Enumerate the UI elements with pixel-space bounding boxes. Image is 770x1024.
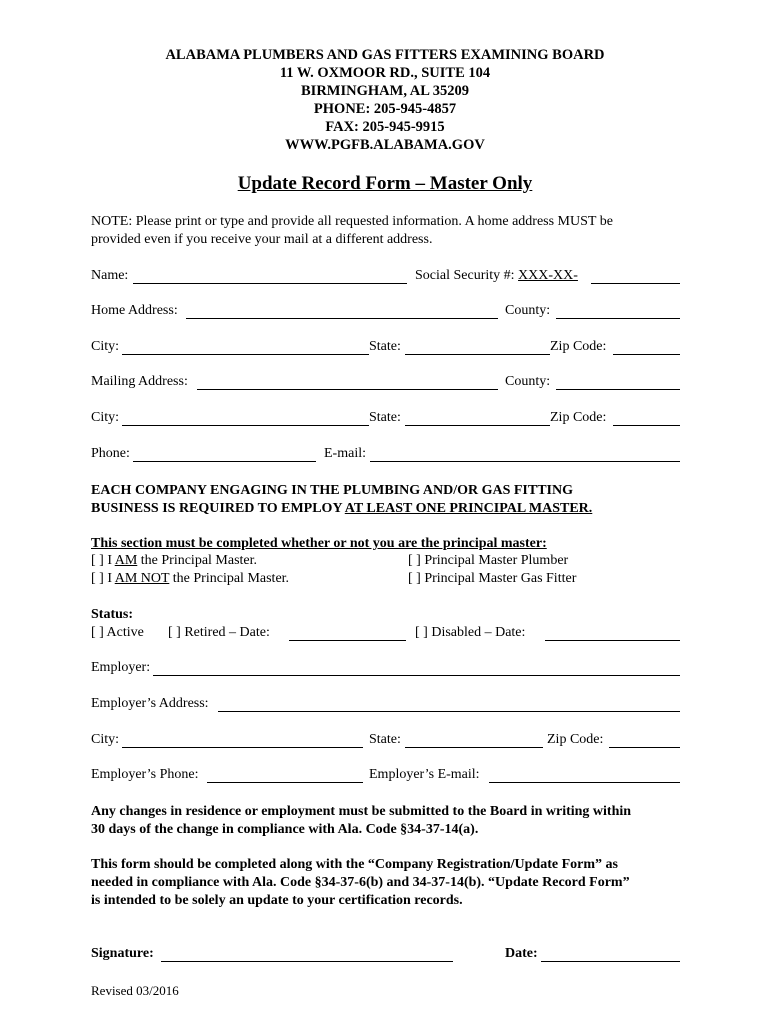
mailing-zip-label: Zip Code: (550, 410, 607, 425)
mailing-address-label: Mailing Address: (91, 374, 188, 389)
signature-label: Signature: (91, 946, 154, 961)
mailing-address-field[interactable] (197, 374, 498, 390)
status-retired-checkbox[interactable]: [ ] (168, 625, 181, 640)
revision-note: Revised 03/2016 (91, 983, 179, 998)
board-city: BIRMINGHAM, AL 35209 (301, 83, 469, 99)
master-gas-fitter-option[interactable] (408, 571, 576, 587)
form-notice-line-3: is intended to be solely an update to your certification records. (91, 893, 463, 908)
board-website: WWW.PGFB.ALABAMA.GOV (285, 137, 485, 153)
home-address-field[interactable] (186, 303, 498, 319)
status-disabled-checkbox[interactable]: [ ] (415, 625, 428, 640)
am-not-principal-option[interactable] (91, 571, 289, 587)
board-header (0, 46, 770, 154)
phone-row (91, 446, 680, 466)
mailing-zip-field[interactable] (613, 410, 680, 426)
company-notice-emphasis: AT LEAST ONE PRINCIPAL MASTER. (344, 501, 593, 516)
status-active-label: Active (103, 625, 144, 640)
am-not-prefix: I (103, 571, 115, 586)
mailing-county-label: County: (505, 374, 551, 389)
form-notice-line-2: needed in compliance with Ala. Code §34-37-6(b) and 34-37-14(b). “Update Record Form” (91, 875, 630, 890)
mailing-state-label: State: (369, 410, 401, 425)
employer-field[interactable] (153, 660, 680, 676)
status-active-checkbox[interactable]: [ ] (91, 625, 104, 640)
am-suffix: the Principal Master. (137, 553, 258, 568)
signature-row (91, 946, 680, 966)
employer-label: Employer: (91, 660, 151, 675)
status-retired-label: Retired – Date: (180, 625, 270, 640)
name-label: Name: (91, 268, 129, 283)
employer-city-label: City: (91, 732, 120, 747)
mailing-city-field[interactable] (122, 410, 369, 426)
changes-notice-line-1: Any changes in residence or employment must be submitted to the Board in writing within (91, 804, 632, 819)
ssn-label (415, 268, 578, 284)
signature-field[interactable] (161, 946, 453, 962)
email-field[interactable] (370, 446, 680, 462)
employer-address-label: Employer’s Address: (91, 696, 209, 711)
home-city-field[interactable] (122, 339, 369, 355)
master-plumber-checkbox[interactable]: [ ] (408, 553, 421, 568)
am-principal-checkbox[interactable]: [ ] (91, 553, 104, 568)
master-gas-fitter-label: Principal Master Gas Fitter (420, 571, 577, 586)
status-row (91, 625, 680, 645)
employer-state-field[interactable] (405, 732, 543, 748)
home-address-row (91, 303, 680, 323)
status-disabled-option[interactable] (415, 625, 525, 641)
status-retired-option[interactable] (168, 625, 270, 641)
employer-phone-label: Employer’s Phone: (91, 767, 199, 782)
home-city-label: City: (91, 339, 120, 354)
am-not-suffix: the Principal Master. (169, 571, 290, 586)
master-plumber-label: Principal Master Plumber (420, 553, 569, 568)
phone-label: Phone: (91, 446, 130, 461)
home-zip-field[interactable] (613, 339, 680, 355)
mailing-address-row (91, 374, 680, 394)
master-gas-fitter-checkbox[interactable]: [ ] (408, 571, 421, 586)
home-address-label: Home Address: (91, 303, 178, 318)
retired-date-field[interactable] (289, 625, 406, 641)
employer-row (91, 660, 680, 680)
form-notice (91, 856, 681, 910)
ssn-label-text: Social Security #: (415, 268, 519, 283)
employer-email-field[interactable] (489, 767, 680, 783)
mailing-county-field[interactable] (556, 374, 680, 390)
signature-date-field[interactable] (541, 946, 680, 962)
note-line-2: provided even if you receive your mail at a different address. (91, 232, 433, 247)
name-row (91, 268, 680, 288)
company-notice-text: BUSINESS IS REQUIRED TO EMPLOY (91, 501, 345, 516)
board-name: ALABAMA PLUMBERS AND GAS FITTERS EXAMINING BOARD (165, 47, 605, 63)
employer-zip-field[interactable] (609, 732, 680, 748)
company-notice-line-1: EACH COMPANY ENGAGING IN THE PLUMBING AND/OR GAS FITTING (91, 483, 574, 498)
phone-field[interactable] (133, 446, 316, 462)
am-text: AM (114, 553, 138, 568)
form-title: Update Record Form – Master Only (237, 173, 533, 194)
board-fax: FAX: 205-945-9915 (325, 119, 445, 135)
home-zip-label: Zip Code: (550, 339, 607, 354)
principal-heading: This section must be completed whether or not you are the principal master: (91, 536, 547, 551)
signature-date-label: Date: (505, 946, 538, 961)
name-field[interactable] (133, 268, 407, 284)
employer-address-field[interactable] (218, 696, 680, 712)
disabled-date-field[interactable] (545, 625, 680, 641)
am-not-text: AM NOT (114, 571, 170, 586)
employer-zip-label: Zip Code: (547, 732, 604, 747)
mailing-city-row (91, 410, 680, 430)
ssn-field[interactable] (591, 268, 680, 284)
am-principal-option[interactable] (91, 553, 257, 569)
am-prefix: I (103, 553, 115, 568)
board-phone: PHONE: 205-945-4857 (313, 101, 457, 117)
home-county-field[interactable] (556, 303, 680, 319)
home-county-label: County: (505, 303, 551, 318)
mailing-state-field[interactable] (405, 410, 550, 426)
ssn-prefix-value: XXX-XX- (518, 268, 578, 283)
email-label: E-mail: (324, 446, 366, 461)
employer-state-label: State: (369, 732, 401, 747)
company-notice (91, 482, 681, 518)
am-not-principal-checkbox[interactable]: [ ] (91, 571, 104, 586)
form-notice-line-1: This form should be completed along with the “Company Registration/Update Form” as (91, 857, 618, 872)
home-state-field[interactable] (405, 339, 550, 355)
employer-address-row (91, 696, 680, 716)
principal-row-2 (91, 571, 680, 591)
employer-phone-field[interactable] (207, 767, 363, 783)
employer-city-row (91, 732, 680, 752)
mailing-city-label: City: (91, 410, 120, 425)
status-active-option[interactable] (91, 625, 144, 641)
company-notice-line-2 (91, 500, 681, 518)
note-line-1: NOTE: Please print or type and provide all requested information. A home address MUST be (91, 214, 613, 229)
master-plumber-option[interactable] (408, 553, 568, 569)
changes-notice-line-2: 30 days of the change in compliance with Ala. Code §34-37-14(a). (91, 822, 479, 837)
status-disabled-label: Disabled – Date: (427, 625, 526, 640)
status-heading-row (91, 607, 680, 627)
employer-email-label: Employer’s E-mail: (369, 767, 480, 782)
note (91, 213, 681, 249)
employer-contact-row (91, 767, 680, 787)
home-city-row (91, 339, 680, 359)
status-heading: Status: (91, 607, 134, 622)
changes-notice (91, 803, 681, 839)
principal-section (91, 535, 681, 553)
home-state-label: State: (369, 339, 401, 354)
principal-row-1 (91, 553, 680, 573)
board-street: 11 W. OXMOOR RD., SUITE 104 (279, 65, 491, 81)
employer-city-field[interactable] (122, 732, 363, 748)
